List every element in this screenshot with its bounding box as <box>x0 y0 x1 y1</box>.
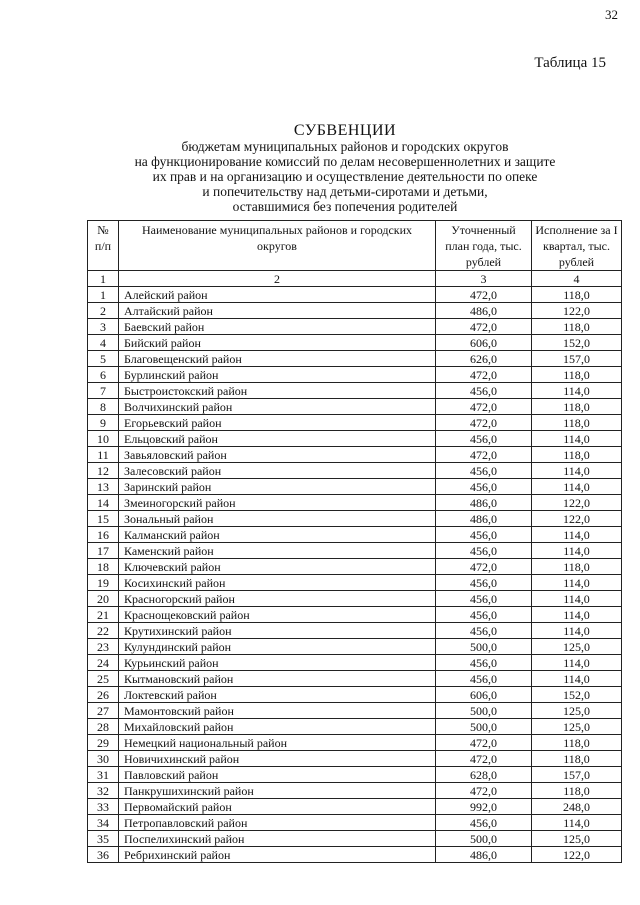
row-name: Завьяловский район <box>119 447 436 463</box>
row-exec: 152,0 <box>532 687 622 703</box>
row-exec: 118,0 <box>532 559 622 575</box>
row-exec: 125,0 <box>532 719 622 735</box>
table-row <box>88 815 622 831</box>
row-plan: 472,0 <box>436 735 532 751</box>
row-name: Павловский район <box>119 767 436 783</box>
row-plan: 500,0 <box>436 703 532 719</box>
row-name: Каменский район <box>119 543 436 559</box>
row-name: Бурлинский район <box>119 367 436 383</box>
column-number-row <box>88 271 622 287</box>
row-exec: 114,0 <box>532 431 622 447</box>
row-name: Заринский район <box>119 479 436 495</box>
row-plan: 456,0 <box>436 815 532 831</box>
row-plan: 456,0 <box>436 623 532 639</box>
row-name: Немецкий национальный район <box>119 735 436 751</box>
table-row <box>88 719 622 735</box>
table-row <box>88 607 622 623</box>
row-name: Быстроистокский район <box>119 383 436 399</box>
row-name: Первомайский район <box>119 799 436 815</box>
subtitle-line: на функционирование комиссий по делам несовершеннолетних и защите <box>134 154 556 169</box>
row-plan: 472,0 <box>436 319 532 335</box>
table-row <box>88 735 622 751</box>
row-plan: 472,0 <box>436 783 532 799</box>
row-exec: 118,0 <box>532 319 622 335</box>
row-plan: 472,0 <box>436 367 532 383</box>
row-plan: 472,0 <box>436 559 532 575</box>
row-exec: 114,0 <box>532 383 622 399</box>
title-block <box>80 122 610 214</box>
row-name: Волчихинский район <box>119 399 436 415</box>
row-exec: 114,0 <box>532 607 622 623</box>
row-name: Красногорский район <box>119 591 436 607</box>
table-row <box>88 751 622 767</box>
row-plan: 472,0 <box>436 447 532 463</box>
table-row <box>88 623 622 639</box>
row-name: Алейский район <box>119 287 436 303</box>
row-plan: 456,0 <box>436 607 532 623</box>
row-name: Михайловский район <box>119 719 436 735</box>
row-plan: 606,0 <box>436 687 532 703</box>
header-plan: Уточненный план года, тыс. рублей <box>436 221 532 271</box>
row-name: Поспелихинский район <box>119 831 436 847</box>
row-name: Косихинский район <box>119 575 436 591</box>
table-row <box>88 287 622 303</box>
table-row <box>88 687 622 703</box>
row-number: 3 <box>88 319 119 335</box>
row-number: 23 <box>88 639 119 655</box>
row-number: 34 <box>88 815 119 831</box>
row-number: 2 <box>88 303 119 319</box>
row-name: Баевский район <box>119 319 436 335</box>
row-exec: 114,0 <box>532 623 622 639</box>
row-number: 35 <box>88 831 119 847</box>
table-row <box>88 495 622 511</box>
row-exec: 157,0 <box>532 351 622 367</box>
row-number: 11 <box>88 447 119 463</box>
row-name: Кытмановский район <box>119 671 436 687</box>
row-name: Мамонтовский район <box>119 703 436 719</box>
subtitle-line: и попечительству над детьми-сиротами и детьми, <box>202 184 488 199</box>
row-name: Кулундинский район <box>119 639 436 655</box>
row-name: Ельцовский район <box>119 431 436 447</box>
row-plan: 456,0 <box>436 575 532 591</box>
table-row <box>88 831 622 847</box>
table-row <box>88 399 622 415</box>
table-row <box>88 575 622 591</box>
row-name: Локтевский район <box>119 687 436 703</box>
row-number: 6 <box>88 367 119 383</box>
row-number: 12 <box>88 463 119 479</box>
table-body <box>88 287 622 863</box>
header-exec: Исполнение за I квартал, тыс. рублей <box>532 221 622 271</box>
row-name: Новичихинский район <box>119 751 436 767</box>
row-number: 22 <box>88 623 119 639</box>
subtitle-line: их прав и на организацию и осуществление деятельности по опеке <box>152 169 538 184</box>
row-name: Ключевский район <box>119 559 436 575</box>
table-row <box>88 543 622 559</box>
row-plan: 472,0 <box>436 399 532 415</box>
row-plan: 486,0 <box>436 495 532 511</box>
table-row <box>88 671 622 687</box>
table-caption: Таблица 15 <box>534 55 606 71</box>
page-number: 32 <box>605 7 618 22</box>
row-name: Алтайский район <box>119 303 436 319</box>
row-exec: 122,0 <box>532 511 622 527</box>
row-name: Егорьевский район <box>119 415 436 431</box>
column-number: 3 <box>436 271 532 287</box>
row-exec: 122,0 <box>532 495 622 511</box>
row-exec: 125,0 <box>532 639 622 655</box>
row-exec: 114,0 <box>532 463 622 479</box>
row-number: 8 <box>88 399 119 415</box>
table-row <box>88 511 622 527</box>
row-number: 14 <box>88 495 119 511</box>
row-number: 1 <box>88 287 119 303</box>
row-plan: 486,0 <box>436 303 532 319</box>
row-plan: 456,0 <box>436 671 532 687</box>
row-name: Крутихинский район <box>119 623 436 639</box>
row-exec: 125,0 <box>532 703 622 719</box>
row-exec: 114,0 <box>532 671 622 687</box>
row-number: 20 <box>88 591 119 607</box>
row-plan: 456,0 <box>436 527 532 543</box>
row-number: 25 <box>88 671 119 687</box>
table-row <box>88 415 622 431</box>
row-exec: 118,0 <box>532 783 622 799</box>
row-name: Зональный район <box>119 511 436 527</box>
row-exec: 248,0 <box>532 799 622 815</box>
table-row <box>88 431 622 447</box>
table-row <box>88 383 622 399</box>
table-row <box>88 559 622 575</box>
row-name: Ребрихинский район <box>119 847 436 863</box>
row-number: 5 <box>88 351 119 367</box>
table-row <box>88 447 622 463</box>
row-plan: 472,0 <box>436 415 532 431</box>
row-name: Благовещенский район <box>119 351 436 367</box>
row-number: 26 <box>88 687 119 703</box>
row-number: 29 <box>88 735 119 751</box>
table-row <box>88 479 622 495</box>
row-number: 27 <box>88 703 119 719</box>
row-exec: 122,0 <box>532 303 622 319</box>
row-number: 24 <box>88 655 119 671</box>
row-exec: 152,0 <box>532 335 622 351</box>
row-exec: 118,0 <box>532 399 622 415</box>
row-exec: 114,0 <box>532 815 622 831</box>
row-plan: 456,0 <box>436 383 532 399</box>
row-exec: 122,0 <box>532 847 622 863</box>
row-number: 7 <box>88 383 119 399</box>
document-title: СУБВЕНЦИИ <box>293 122 397 139</box>
row-exec: 118,0 <box>532 751 622 767</box>
row-plan: 606,0 <box>436 335 532 351</box>
subtitle-line: оставшимися без попечения родителей <box>232 199 458 214</box>
table-row <box>88 847 622 863</box>
row-exec: 118,0 <box>532 415 622 431</box>
row-number: 30 <box>88 751 119 767</box>
row-plan: 456,0 <box>436 479 532 495</box>
table-row <box>88 655 622 671</box>
table-row <box>88 783 622 799</box>
table-row <box>88 351 622 367</box>
row-number: 21 <box>88 607 119 623</box>
row-name: Курьинский район <box>119 655 436 671</box>
table-row <box>88 767 622 783</box>
row-exec: 118,0 <box>532 735 622 751</box>
row-plan: 626,0 <box>436 351 532 367</box>
header-num: № п/п <box>88 221 119 271</box>
row-exec: 114,0 <box>532 543 622 559</box>
row-plan: 500,0 <box>436 639 532 655</box>
row-number: 16 <box>88 527 119 543</box>
row-exec: 118,0 <box>532 367 622 383</box>
row-plan: 628,0 <box>436 767 532 783</box>
table-row <box>88 303 622 319</box>
row-plan: 456,0 <box>436 591 532 607</box>
table-row <box>88 367 622 383</box>
row-number: 17 <box>88 543 119 559</box>
row-exec: 114,0 <box>532 575 622 591</box>
row-number: 9 <box>88 415 119 431</box>
row-plan: 472,0 <box>436 287 532 303</box>
row-exec: 114,0 <box>532 479 622 495</box>
column-number: 2 <box>119 271 436 287</box>
row-name: Калманский район <box>119 527 436 543</box>
table-row <box>88 591 622 607</box>
row-number: 33 <box>88 799 119 815</box>
row-plan: 472,0 <box>436 751 532 767</box>
row-number: 4 <box>88 335 119 351</box>
table-row <box>88 703 622 719</box>
row-plan: 500,0 <box>436 719 532 735</box>
row-exec: 118,0 <box>532 287 622 303</box>
subtitle-line: бюджетам муниципальных районов и городских округов <box>181 139 509 154</box>
row-exec: 114,0 <box>532 591 622 607</box>
row-plan: 992,0 <box>436 799 532 815</box>
row-number: 18 <box>88 559 119 575</box>
table-row <box>88 639 622 655</box>
row-number: 32 <box>88 783 119 799</box>
row-plan: 456,0 <box>436 543 532 559</box>
row-number: 13 <box>88 479 119 495</box>
row-plan: 456,0 <box>436 655 532 671</box>
table-row <box>88 335 622 351</box>
row-plan: 456,0 <box>436 463 532 479</box>
table-row <box>88 319 622 335</box>
row-plan: 500,0 <box>436 831 532 847</box>
row-exec: 118,0 <box>532 447 622 463</box>
row-exec: 114,0 <box>532 527 622 543</box>
row-plan: 456,0 <box>436 431 532 447</box>
row-exec: 125,0 <box>532 831 622 847</box>
table-row <box>88 527 622 543</box>
row-name: Залесовский район <box>119 463 436 479</box>
row-name: Петропавловский район <box>119 815 436 831</box>
table-header-row <box>88 221 622 271</box>
row-exec: 114,0 <box>532 655 622 671</box>
row-name: Краснощековский район <box>119 607 436 623</box>
row-exec: 157,0 <box>532 767 622 783</box>
row-name: Бийский район <box>119 335 436 351</box>
row-number: 31 <box>88 767 119 783</box>
column-number: 4 <box>532 271 622 287</box>
table-row <box>88 799 622 815</box>
subsidies-table <box>87 220 622 863</box>
row-number: 36 <box>88 847 119 863</box>
header-name: Наименование муниципальных районов и городских округов <box>119 221 436 271</box>
row-name: Змеиногорский район <box>119 495 436 511</box>
row-name: Панкрушихинский район <box>119 783 436 799</box>
row-plan: 486,0 <box>436 511 532 527</box>
table-row <box>88 463 622 479</box>
row-number: 19 <box>88 575 119 591</box>
column-number: 1 <box>88 271 119 287</box>
row-number: 10 <box>88 431 119 447</box>
row-number: 15 <box>88 511 119 527</box>
row-plan: 486,0 <box>436 847 532 863</box>
row-number: 28 <box>88 719 119 735</box>
